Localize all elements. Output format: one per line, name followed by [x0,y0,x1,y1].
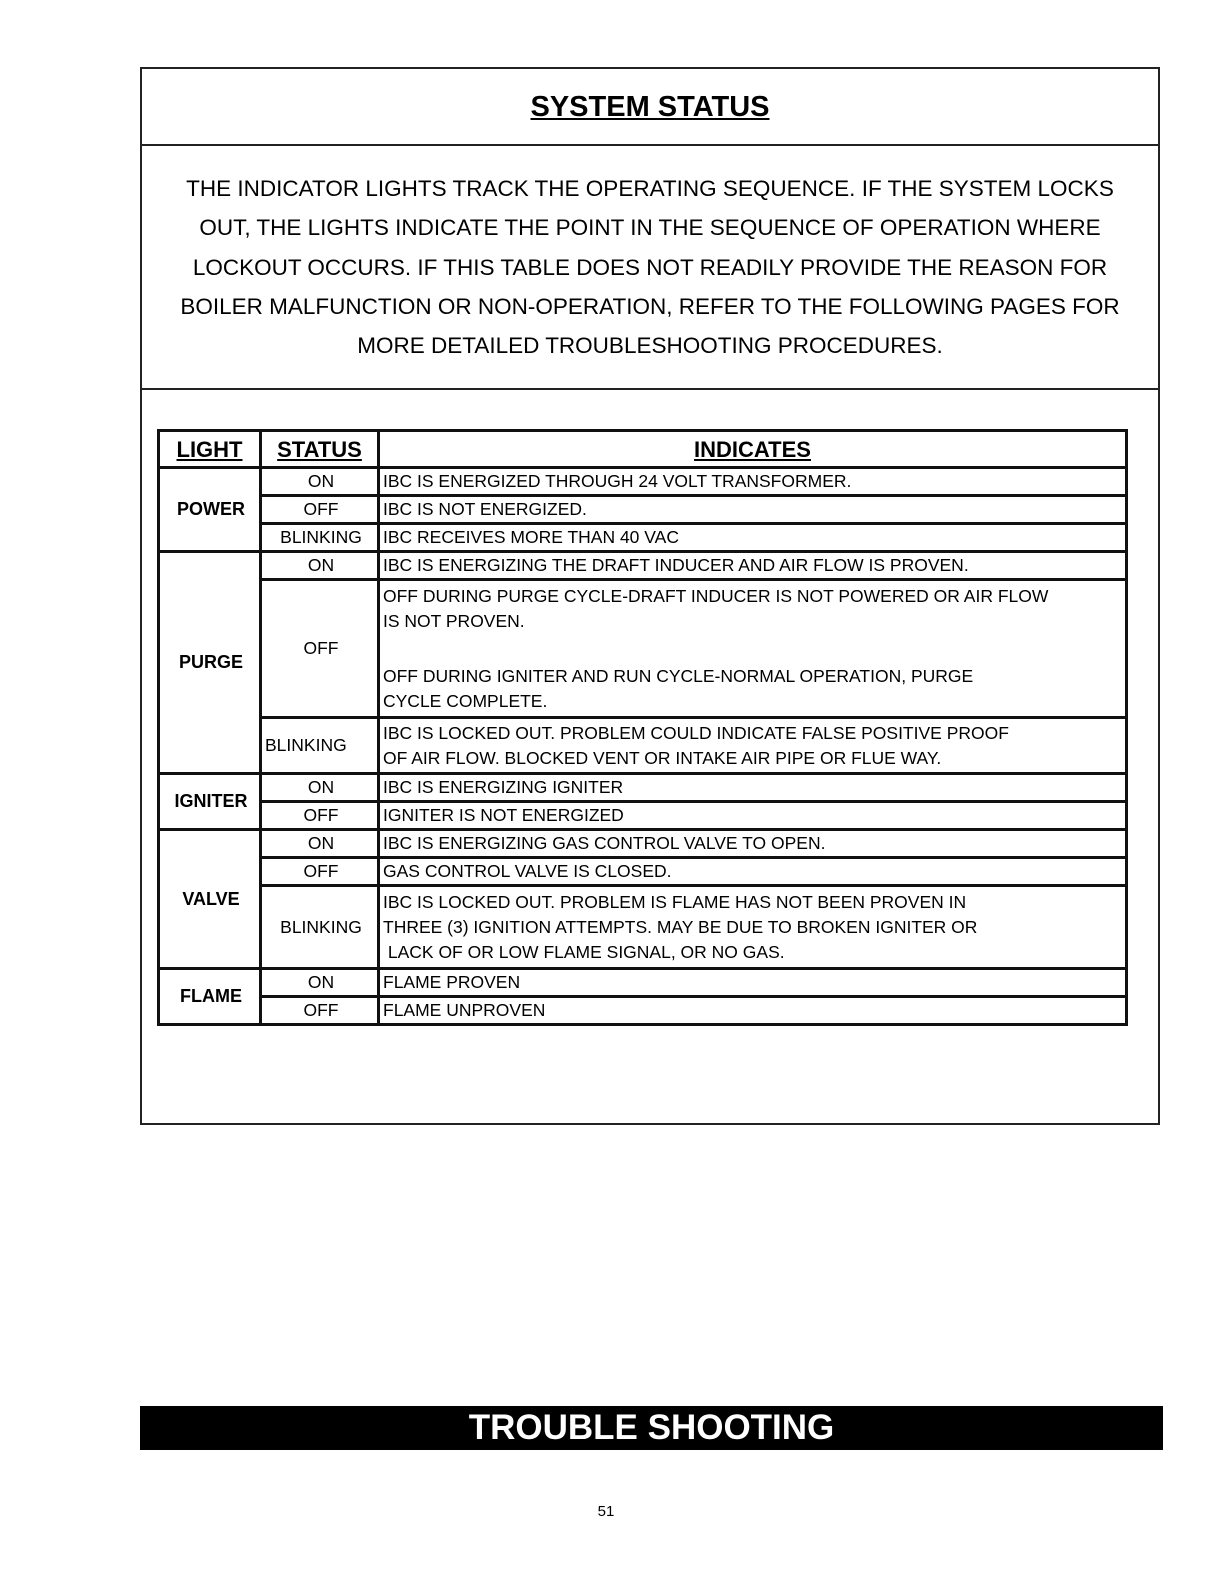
trouble-shooting-banner: TROUBLE SHOOTING [140,1406,1163,1450]
table-row [159,802,1127,830]
indicates-cell: IGNITER IS NOT ENERGIZED [379,802,1127,830]
intro-line: THE INDICATOR LIGHTS TRACK THE OPERATING SEQUENCE. IF THE SYSTEM LOCKS [186,176,1114,201]
indicates-line: IBC IS LOCKED OUT. PROBLEM IS FLAME HAS NOT BEEN PROVEN IN [383,891,967,912]
light-power: POWER [159,468,261,552]
indicates-cell: IBC IS ENERGIZED THROUGH 24 VOLT TRANSFORMER. [379,468,1127,496]
indicates-line: THREE (3) IGNITION ATTEMPTS. MAY BE DUE TO BROKEN IGNITER OR [383,916,978,937]
indicates-line: OFF DURING PURGE CYCLE-DRAFT INDUCER IS NOT POWERED OR AIR FLOW [383,585,1049,606]
table-row [159,524,1127,552]
table-row [159,969,1127,997]
status-cell: OFF [261,858,379,886]
indicates-line: IBC IS LOCKED OUT. PROBLEM COULD INDICATE FALSE POSITIVE PROOF [383,722,1009,743]
table-row [159,830,1127,858]
indicates-cell: IBC IS NOT ENERGIZED. [379,496,1127,524]
indicates-cell: IBC IS ENERGIZING THE DRAFT INDUCER AND AIR FLOW IS PROVEN. [379,552,1127,580]
indicates-cell [379,580,1127,718]
status-cell: OFF [261,496,379,524]
table-row [159,997,1127,1025]
indicates-line: IS NOT PROVEN. [383,610,525,631]
indicates-line: OF AIR FLOW. BLOCKED VENT OR INTAKE AIR PIPE OR FLUE WAY. [383,747,942,768]
indicates-line: LACK OF OR LOW FLAME SIGNAL, OR NO GAS. [383,941,785,962]
status-cell: ON [261,774,379,802]
indicates-cell [379,886,1127,969]
indicates-cell: FLAME PROVEN [379,969,1127,997]
status-cell: BLINKING [261,886,379,969]
indicates-line: CYCLE COMPLETE. [383,690,548,711]
status-cell: ON [261,468,379,496]
table-header-row [159,431,1127,468]
page-title: SYSTEM STATUS [530,91,770,123]
table-row [159,468,1127,496]
status-cell: OFF [261,997,379,1025]
status-cell: OFF [261,802,379,830]
status-cell: ON [261,830,379,858]
page-number: 51 [597,1503,615,1520]
table-row [159,718,1127,774]
indicates-cell: FLAME UNPROVEN [379,997,1127,1025]
status-cell: ON [261,552,379,580]
table-row [159,858,1127,886]
intro-line: BOILER MALFUNCTION OR NON-OPERATION, REFER TO THE FOLLOWING PAGES FOR [180,293,1120,319]
intro-paragraph [162,169,1138,365]
header-indicates: INDICATES [379,431,1127,468]
indicates-cell [379,718,1127,774]
intro-section [142,146,1158,390]
status-cell: OFF [261,580,379,718]
intro-line: OUT, THE LIGHTS INDICATE THE POINT IN THE SEQUENCE OF OPERATION WHERE [199,215,1101,241]
indicates-cell: IBC IS ENERGIZING IGNITER [379,774,1127,802]
indicates-cell: IBC IS ENERGIZING GAS CONTROL VALVE TO OPEN. [379,830,1127,858]
indicates-cell: GAS CONTROL VALVE IS CLOSED. [379,858,1127,886]
status-cell: BLINKING [261,718,379,774]
status-cell: BLINKING [261,524,379,552]
status-table [157,429,1128,1026]
indicates-line: OFF DURING IGNITER AND RUN CYCLE-NORMAL OPERATION, PURGE [383,665,974,686]
title-row [142,69,1158,146]
table-row [159,552,1127,580]
light-purge: PURGE [159,552,261,774]
header-light: LIGHT [159,431,261,468]
light-flame: FLAME [159,969,261,1025]
table-row [159,774,1127,802]
indicates-cell: IBC RECEIVES MORE THAN 40 VAC [379,524,1127,552]
header-status: STATUS [261,431,379,468]
intro-line: MORE DETAILED TROUBLESHOOTING PROCEDURES. [357,333,943,359]
table-row [159,886,1127,969]
light-igniter: IGNITER [159,774,261,830]
status-cell: ON [261,969,379,997]
line-gap [383,634,1125,664]
table-row [159,580,1127,718]
light-valve: VALVE [159,830,261,969]
table-row [159,496,1127,524]
intro-line: LOCKOUT OCCURS. IF THIS TABLE DOES NOT READILY PROVIDE THE REASON FOR [192,254,1108,280]
